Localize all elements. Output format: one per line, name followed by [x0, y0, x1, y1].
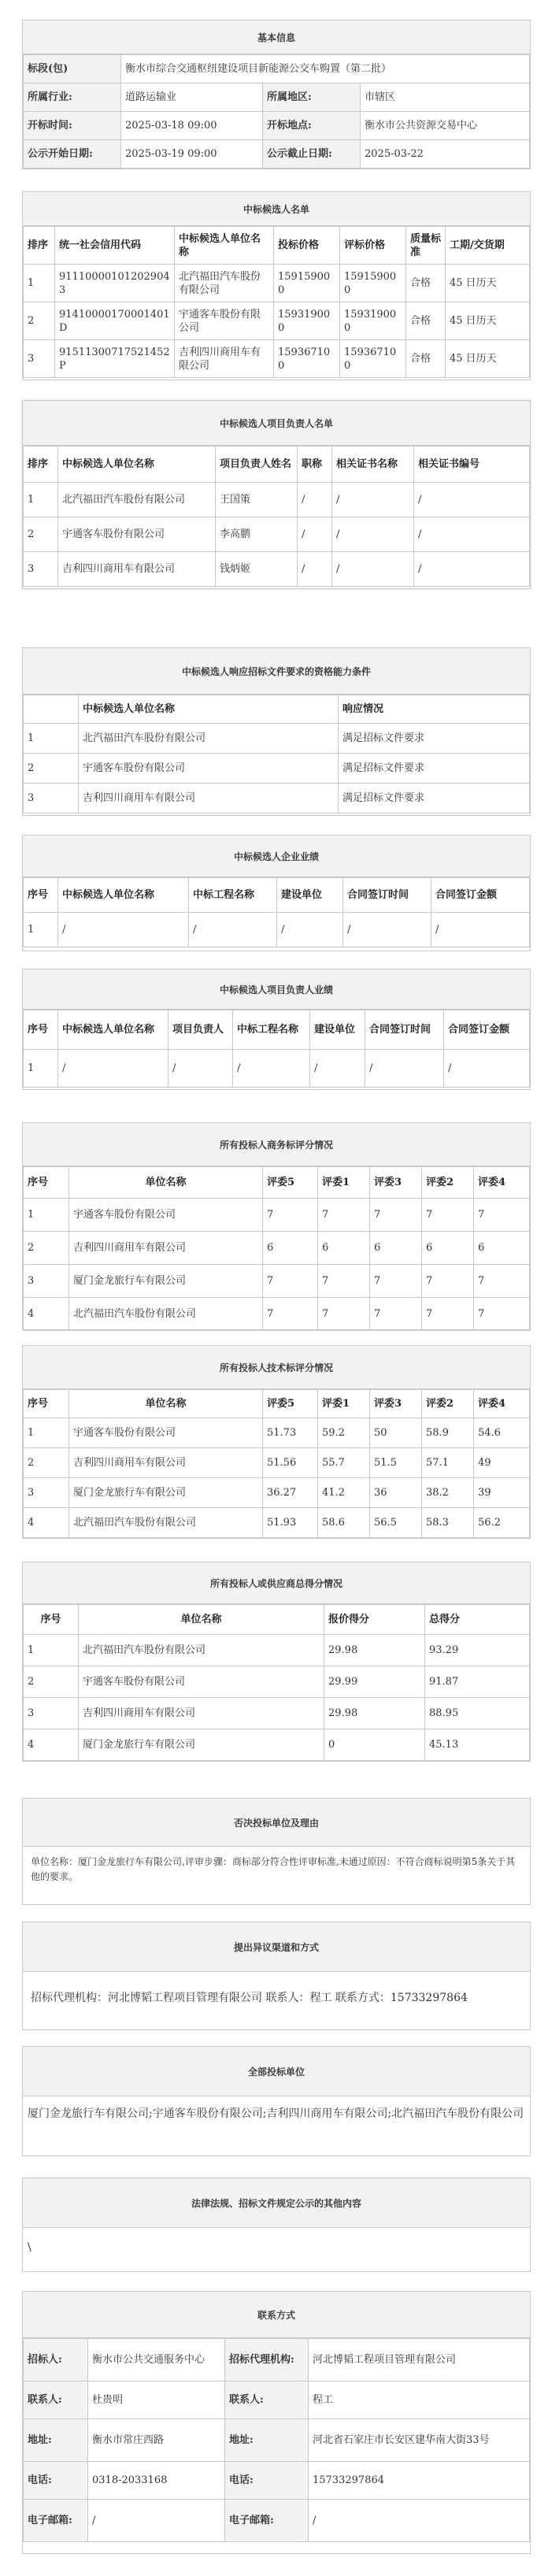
cell: 7 [318, 1298, 370, 1331]
cell: 38.2 [422, 1478, 474, 1508]
col-header: 评委4 [474, 1390, 530, 1418]
cell: / [414, 483, 530, 517]
winners-table [23, 226, 530, 378]
basic-info-table [23, 54, 530, 169]
cell: 1 [24, 1050, 58, 1088]
cell: 北汽福田汽车股份有限公司 [175, 265, 274, 302]
objection-section [22, 1922, 531, 2030]
label-section: 标段(包) [24, 55, 121, 83]
section-title: 中标候选人名单 [23, 192, 530, 226]
company-performance-section [22, 835, 531, 951]
cell: 159319000 [340, 302, 406, 340]
col-header: 评委4 [474, 1167, 530, 1199]
cell: 北汽福田汽车股份有限公司 [58, 483, 216, 517]
table-row [24, 483, 530, 517]
cell: / [277, 913, 343, 947]
col-header: 中标工程名称 [189, 878, 277, 913]
cell: 满足招标文件要求 [339, 784, 530, 814]
other-section [22, 2178, 531, 2272]
col-header: 评委3 [370, 1390, 422, 1418]
cell: 58.3 [422, 1508, 474, 1538]
rejected-text: 单位名称：厦门金龙旅行车有限公司,评审步骤：商标部分符合性评审标准,未通过原因：不符合商标说明第5条关于其他的要求。 [31, 1856, 516, 1882]
cell: 6 [370, 1232, 422, 1265]
cell: 吉利四川商用车有限公司 [175, 340, 274, 378]
value-agency-address: 河北省石家庄市长安区建华南大街33号 [309, 2419, 530, 2462]
table-row [24, 1666, 530, 1698]
section-title: 否决投标单位及理由 [23, 1799, 530, 1847]
cell: 59.2 [318, 1418, 370, 1448]
managers-table [23, 446, 530, 587]
value-agency-email: / [309, 2500, 530, 2542]
response-section [22, 647, 531, 816]
section-title: 全部投标单位 [23, 2047, 530, 2096]
label-industry: 所属行业: [24, 83, 121, 112]
col-header: 评委1 [318, 1390, 370, 1418]
total-score-table [23, 1604, 530, 1761]
cell: 39 [474, 1478, 530, 1508]
col-header: 质量标准 [406, 227, 446, 265]
col-header [24, 695, 79, 724]
cell: 吉利四川商用车有限公司 [69, 1232, 263, 1265]
cell: 宇通客车股份有限公司 [175, 302, 274, 340]
cell: 51.5 [370, 1448, 422, 1478]
cell: / [414, 552, 530, 587]
cell: 4 [24, 1508, 69, 1538]
table-row [24, 754, 530, 784]
cell: / [189, 913, 277, 947]
value-section: 衡水市综合交通枢纽建设项目新能源公交车购置（第二批） [121, 55, 530, 83]
cell: 91110000101202904 3 [55, 265, 175, 302]
col-header: 排序 [24, 447, 58, 483]
rejected-section [22, 1798, 531, 1905]
value-email: / [88, 2500, 225, 2542]
col-header: 序号 [24, 878, 58, 913]
value-contact-person: 杜贵明 [88, 2381, 225, 2419]
cell: 91511300717521452P [55, 340, 175, 378]
cell: 李高鹏 [216, 517, 298, 552]
col-header: 投标价格 [274, 227, 340, 265]
cell: 1 [24, 724, 79, 754]
response-table [23, 695, 530, 814]
table-row [24, 1199, 530, 1232]
cell: 北汽福田汽车股份有限公司 [79, 724, 339, 754]
cell: 7 [370, 1265, 422, 1298]
table-row [24, 265, 530, 302]
col-header: 评委2 [422, 1390, 474, 1418]
cell: 宇通客车股份有限公司 [79, 1666, 324, 1698]
label-agency-phone: 电话: [225, 2462, 309, 2500]
table-row [24, 913, 530, 947]
cell: 4 [24, 1298, 69, 1331]
cell: 91410000170001401D [55, 302, 175, 340]
table-row [24, 784, 530, 814]
col-header: 序号 [24, 1390, 69, 1418]
label-open-place: 开标地点: [263, 112, 361, 140]
all-bidders-section [22, 2046, 531, 2156]
cell: 7 [474, 1199, 530, 1232]
table-row [24, 517, 530, 552]
basic-info-section [22, 20, 531, 169]
col-header: 合同签订时间 [343, 878, 431, 913]
col-header: 单位名称 [69, 1167, 263, 1199]
cell: 2 [24, 1666, 79, 1698]
cell: 6 [263, 1232, 318, 1265]
col-header: 评委5 [263, 1390, 318, 1418]
cell: 7 [263, 1265, 318, 1298]
label-agency: 招标代理机构: [225, 2339, 309, 2381]
col-header: 相关证书编号 [414, 447, 530, 483]
cell: 159319000 [274, 302, 340, 340]
cell: 7 [263, 1199, 318, 1232]
cell: 41.2 [318, 1478, 370, 1508]
table-row [24, 302, 530, 340]
section-title: 中标候选人项目负责人业绩 [23, 969, 530, 1010]
cell: 北汽福田汽车股份有限公司 [79, 1635, 324, 1666]
cell: 厦门金龙旅行车有限公司 [69, 1478, 263, 1508]
cell: 宇通客车股份有限公司 [69, 1418, 263, 1448]
col-header: 合同签订金额 [444, 1010, 530, 1050]
all-bidders-text: 厦门金龙旅行车有限公司;宇通客车股份有限公司;吉利四川商用车有限公司;北汽福田汽车股份有限公司 [28, 2107, 524, 2120]
cell: 满足招标文件要求 [339, 724, 530, 754]
value-tenderer: 衡水市公共交通服务中心 [88, 2339, 225, 2381]
label-region: 所属地区: [263, 83, 361, 112]
col-header: 单位名称 [79, 1605, 324, 1635]
cell: 54.6 [474, 1418, 530, 1448]
col-header: 职称 [298, 447, 332, 483]
other-text: \ [28, 2241, 31, 2254]
cell: 宇通客车股份有限公司 [79, 754, 339, 784]
cell: 3 [24, 784, 79, 814]
col-header: 工期/交货期 [446, 227, 530, 265]
cell: 4 [24, 1729, 79, 1761]
cell: 1 [24, 265, 55, 302]
cell: / [298, 552, 332, 587]
table-row [24, 1050, 530, 1088]
technical-score-section [22, 1345, 531, 1539]
cell: / [332, 517, 414, 552]
cell: 7 [318, 1199, 370, 1232]
cell: 51.93 [263, 1508, 318, 1538]
col-header: 单位名称 [69, 1390, 263, 1418]
cell: 58.6 [318, 1508, 370, 1538]
table-row [24, 1232, 530, 1265]
manager-performance-section [22, 969, 531, 1090]
label-address: 地址: [24, 2419, 88, 2462]
business-score-table [23, 1166, 530, 1331]
col-header: 评委3 [370, 1167, 422, 1199]
manager-performance-table [23, 1010, 530, 1088]
label-phone: 电话: [24, 2462, 88, 2500]
table-row [24, 1265, 530, 1298]
cell: 88.95 [425, 1698, 530, 1729]
label-email: 电子邮箱: [24, 2500, 88, 2542]
business-score-section [22, 1122, 531, 1330]
value-open-place: 衡水市公共资源交易中心 [361, 112, 530, 140]
col-header: 合同签订时间 [365, 1010, 444, 1050]
value-address: 衡水市常庄西路 [88, 2419, 225, 2462]
cell: 3 [24, 552, 58, 587]
cell: 2 [24, 302, 55, 340]
cell: 6 [474, 1232, 530, 1265]
cell: 55.7 [318, 1448, 370, 1478]
table-row [24, 552, 530, 587]
technical-score-table [23, 1389, 530, 1538]
col-header: 评委1 [318, 1167, 370, 1199]
cell: 36 [370, 1478, 422, 1508]
cell: 1 [24, 1635, 79, 1666]
cell: 王国策 [216, 483, 298, 517]
col-header: 建设单位 [310, 1010, 365, 1050]
cell: 58.9 [422, 1418, 474, 1448]
label-publicity-end: 公示截止日期: [263, 140, 361, 169]
cell: 3 [24, 340, 55, 378]
winners-section [22, 191, 531, 380]
cell: 合格 [406, 302, 446, 340]
cell: 北汽福田汽车股份有限公司 [69, 1508, 263, 1538]
cell: 45 日历天 [446, 340, 530, 378]
cell: 7 [422, 1199, 474, 1232]
cell: 7 [474, 1298, 530, 1331]
cell: 合格 [406, 265, 446, 302]
managers-section [22, 400, 531, 589]
cell: 吉利四川商用车有限公司 [79, 784, 339, 814]
cell: 56.2 [474, 1508, 530, 1538]
cell: 1 [24, 1199, 69, 1232]
cell: / [298, 483, 332, 517]
value-publicity-end: 2025-03-22 [361, 140, 530, 169]
cell: 宇通客车股份有限公司 [69, 1199, 263, 1232]
objection-text: 招标代理机构：河北博韬工程项目管理有限公司 联系人：程工 联系方式：15733297864 [31, 1992, 468, 2004]
contact-table [23, 2338, 530, 2542]
cell: 吉利四川商用车有限公司 [69, 1448, 263, 1478]
col-header: 中标候选人单位名称 [58, 878, 189, 913]
col-header: 评委5 [263, 1167, 318, 1199]
cell: 7 [318, 1265, 370, 1298]
cell: 吉利四川商用车有限公司 [58, 552, 216, 587]
cell: 厦门金龙旅行车有限公司 [69, 1265, 263, 1298]
value-industry: 道路运输业 [121, 83, 263, 112]
section-title: 所有投标人商务标评分情况 [23, 1123, 530, 1166]
cell: 49 [474, 1448, 530, 1478]
cell: 0 [324, 1729, 425, 1761]
label-tenderer: 招标人: [24, 2339, 88, 2381]
cell: 6 [318, 1232, 370, 1265]
company-performance-table [23, 877, 530, 947]
section-title: 法律法规、招标文件规定公示的其他内容 [23, 2178, 530, 2228]
col-header: 序号 [24, 1010, 58, 1050]
cell: 57.1 [422, 1448, 474, 1478]
col-header: 中标候选人单位名称 [79, 695, 339, 724]
cell: 1 [24, 1418, 69, 1448]
cell: 93.29 [425, 1635, 530, 1666]
cell: 159367100 [274, 340, 340, 378]
cell: 宇通客车股份有限公司 [58, 517, 216, 552]
section-title: 提出异议渠道和方式 [23, 1922, 530, 1972]
col-header: 统一社会信用代码 [55, 227, 175, 265]
cell: 1 [24, 913, 58, 947]
label-agency-address: 地址: [225, 2419, 309, 2462]
label-publicity-start: 公示开始日期: [24, 140, 121, 169]
table-row [24, 724, 530, 754]
label-agency-contact: 联系人: [225, 2381, 309, 2419]
section-title: 所有投标人技术标评分情况 [23, 1346, 530, 1389]
table-row [24, 1448, 530, 1478]
cell: 45.13 [425, 1729, 530, 1761]
col-header: 总得分 [425, 1605, 530, 1635]
cell: 36.27 [263, 1478, 318, 1508]
col-header: 序号 [24, 1605, 79, 1635]
table-row [24, 1508, 530, 1538]
section-title: 所有投标人或供应商总得分情况 [23, 1562, 530, 1604]
table-row [24, 1298, 530, 1331]
cell: 91.87 [425, 1666, 530, 1698]
cell: 钱炳姬 [216, 552, 298, 587]
value-region: 市辖区 [361, 83, 530, 112]
cell: 159367100 [340, 340, 406, 378]
table-row [24, 1698, 530, 1729]
cell: 北汽福田汽车股份有限公司 [69, 1298, 263, 1331]
cell: 2 [24, 1232, 69, 1265]
cell: 2 [24, 1448, 69, 1478]
cell: 159159000 [274, 265, 340, 302]
cell: 51.73 [263, 1418, 318, 1448]
cell: 29.98 [324, 1635, 425, 1666]
cell: 7 [474, 1265, 530, 1298]
cell: 吉利四川商用车有限公司 [79, 1698, 324, 1729]
col-header: 中标候选人单位名称 [58, 1010, 168, 1050]
section-title: 基本信息 [23, 20, 530, 54]
cell: 1 [24, 483, 58, 517]
col-header: 响应情况 [339, 695, 530, 724]
cell: 7 [422, 1298, 474, 1331]
col-header: 建设单位 [277, 878, 343, 913]
cell: 45 日历天 [446, 265, 530, 302]
cell: 厦门金龙旅行车有限公司 [79, 1729, 324, 1761]
value-open-time: 2025-03-18 09:00 [121, 112, 263, 140]
cell: 29.99 [324, 1666, 425, 1698]
cell: / [414, 517, 530, 552]
section-title: 中标候选人响应招标文件要求的资格能力条件 [23, 648, 530, 695]
cell: / [365, 1050, 444, 1088]
cell: 3 [24, 1478, 69, 1508]
cell: / [310, 1050, 365, 1088]
contact-section [22, 2291, 531, 2554]
label-contact-person: 联系人: [24, 2381, 88, 2419]
cell: 6 [422, 1232, 474, 1265]
total-score-section [22, 1562, 531, 1762]
value-agency-contact: 程工 [309, 2381, 530, 2419]
cell: / [58, 913, 189, 947]
table-row [24, 340, 530, 378]
table-row [24, 1418, 530, 1448]
value-publicity-start: 2025-03-19 09:00 [121, 140, 263, 169]
section-title: 联系方式 [23, 2292, 530, 2338]
value-agency-phone: 15733297864 [309, 2462, 530, 2500]
label-open-time: 开标时间: [24, 112, 121, 140]
cell: / [332, 483, 414, 517]
col-header: 序号 [24, 1167, 69, 1199]
cell: 2 [24, 754, 79, 784]
col-header: 评标价格 [340, 227, 406, 265]
cell: 56.5 [370, 1508, 422, 1538]
col-header: 中标工程名称 [233, 1010, 310, 1050]
table-row [24, 1729, 530, 1761]
cell: / [168, 1050, 233, 1088]
table-row [24, 1478, 530, 1508]
cell: 3 [24, 1265, 69, 1298]
col-header: 中标候选人单位名称 [58, 447, 216, 483]
col-header: 排序 [24, 227, 55, 265]
cell: 7 [263, 1298, 318, 1331]
cell: / [343, 913, 431, 947]
cell: / [58, 1050, 168, 1088]
col-header: 评委2 [422, 1167, 474, 1199]
label-agency-email: 电子邮箱: [225, 2500, 309, 2542]
col-header: 中标候选人单位名称 [175, 227, 274, 265]
cell: 7 [370, 1298, 422, 1331]
col-header: 项目负责人 [168, 1010, 233, 1050]
cell: 合格 [406, 340, 446, 378]
cell: / [431, 913, 530, 947]
value-phone: 0318-2033168 [88, 2462, 225, 2500]
cell: 29.98 [324, 1698, 425, 1729]
cell: / [298, 517, 332, 552]
cell: 满足招标文件要求 [339, 754, 530, 784]
cell: 45 日历天 [446, 302, 530, 340]
section-title: 中标候选人企业业绩 [23, 836, 530, 877]
cell: 2 [24, 517, 58, 552]
col-header: 报价得分 [324, 1605, 425, 1635]
cell: 51.56 [263, 1448, 318, 1478]
cell: / [332, 552, 414, 587]
col-header: 合同签订金额 [431, 878, 530, 913]
col-header: 相关证书名称 [332, 447, 414, 483]
col-header: 项目负责人姓名 [216, 447, 298, 483]
section-title: 中标候选人项目负责人名单 [23, 401, 530, 446]
cell: / [444, 1050, 530, 1088]
cell: 7 [422, 1265, 474, 1298]
value-agency: 河北博韬工程项目管理有限公司 [309, 2339, 530, 2381]
cell: 159159000 [340, 265, 406, 302]
cell: / [233, 1050, 310, 1088]
cell: 50 [370, 1418, 422, 1448]
cell: 7 [370, 1199, 422, 1232]
cell: 3 [24, 1698, 79, 1729]
table-row [24, 1635, 530, 1666]
